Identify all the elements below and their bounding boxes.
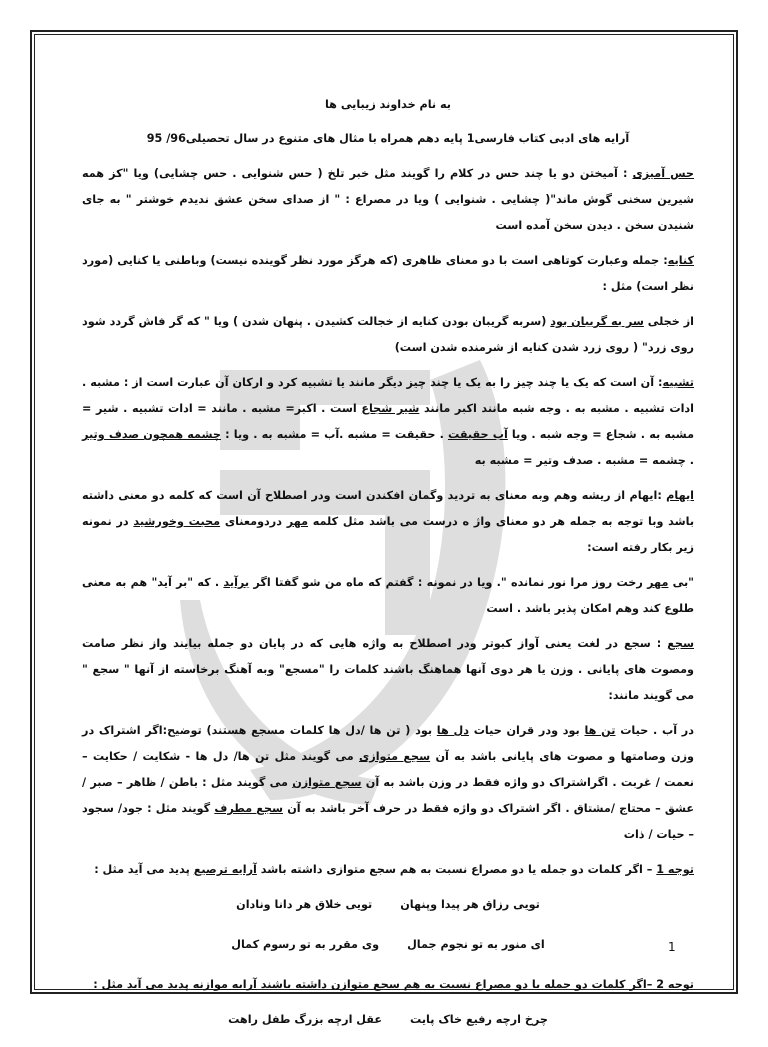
- term-synesthesia: حس آمیزی: [632, 167, 694, 180]
- verse-1: [82, 892, 694, 918]
- term-saj-motaraf: سجع مطرف: [214, 802, 284, 815]
- paragraph-ambiguity-example: [82, 570, 694, 622]
- term-barayad: برآید: [223, 576, 250, 589]
- text-simile-4: . چشمه = مشبه . صدف وتیر = مشبه به: [474, 454, 694, 467]
- paragraph-note-2: [82, 972, 694, 998]
- paragraph-metonymy-example: [82, 309, 694, 361]
- paragraph-ambiguity: [82, 483, 694, 561]
- text-saj-e: می گویند مثل : باطن / ظاهر – صبر / عشق – محتاج /مشتاق . اگر اشتراک دو واژه فقط در حرف آخر باشد به آن: [82, 776, 694, 815]
- paragraph-saj-types: [82, 718, 694, 848]
- term-saj: سجع: [667, 637, 694, 650]
- page-number: 1: [668, 940, 676, 954]
- text-note-2-c: پدید می آید مثل :: [93, 978, 193, 991]
- term-simile: تشبیه: [662, 376, 694, 389]
- text-example: (سربه گریبان بودن کنایه از خجالت کشیدن . پنهان شدن ) ویا " که گر فاش گردد شود روی زرد" ( روی زرد شدن کنایه از شرمنده شدن است): [82, 315, 694, 354]
- term-saj-motevazi: سجع متوازی: [359, 750, 431, 763]
- term-example: سر به گریبان بود: [550, 315, 644, 328]
- text-quote-start: "بی: [668, 576, 694, 589]
- verse-1-right: تویی رزاق هر پیدا وپنهان: [400, 898, 540, 911]
- term-movazene: آرایه موازنه: [192, 978, 257, 991]
- paragraph-note-1: [82, 857, 694, 883]
- text-note-2-b: داشته باشند: [256, 978, 331, 991]
- text-saj-d: می گویند مثل تن ها/ دل ها - شکایت / حکایت – نعمت / غربت . اگراشتراک دو واژه فقط در وزن باشد به آن: [82, 750, 695, 789]
- term-delha: دل ها: [436, 724, 469, 737]
- term-tarsi: آرایه ترصیع: [193, 863, 257, 876]
- paragraph-saj: [82, 631, 694, 709]
- paragraph-synesthesia: [82, 161, 694, 239]
- term-simile-3: آب حقیقت: [447, 428, 508, 441]
- document-heading: به نام خداوند زیبایی ها: [324, 98, 452, 111]
- text-simile-1: : آن است که یک یا چند چیز را به یک یا چند چیز دیگر مانند یا تشبیه کرد و ارکان آن عبارت است از : مشبه . ادات تشبیه . مشبه به . وجه شبه مانند اکبر مانند: [82, 376, 694, 415]
- text-saj: : سجع در لغت یعنی آواز کبوتر ودر اصطلاح به واژه هایی که در پایان دو جمله بیایند واز نظر صامت ومصوت های پایانی . وزن یا هر دوی آنها هماهنگ باشند کلمات را "مسجع" وبه آهنگ برخاسته از آنها " سجع " می گویند مانند:: [82, 637, 694, 702]
- text-metonymy: : جمله وعبارت کوتاهی است با دو معنای ظاهری (که هرگز مورد نظر گوینده نیست) وباطنی یا کنایی (مورد نظر است) مثل :: [82, 254, 694, 293]
- text-ambiguity-example-1: رخت روز مرا نور نمانده ". ویا در نمونه : گفتم که ماه من شو گفتا اگر: [249, 576, 648, 589]
- text-ambiguity-example-2: . که "بر آید" هم به معنی طلوع کند وهم امکان پذیر باشد . است: [82, 576, 694, 615]
- term-ambiguity-2: مهر: [286, 515, 309, 528]
- text-ambiguity-1: :ایهام از ریشه وهم وبه معنای به تردید وگمان افکندن است ودر اصطلاح آن است که کلمه دو معنی داشته باشد وبا توجه به جمله هر دو معنای واژ ه درست می باشد مثل کلمه: [82, 489, 695, 528]
- text-synesthesia: : آمیختن دو یا چند حس در کلام را گویند مثل خبر تلخ ( حس شنوایی . حس چشایی) ویا "کز همه شیرین سخنی گوش ماند"( چشایی . شنوایی ) ویا در مصراع : " از صدای سخن عشق ندیدم خوشتر " به جای شنیدن سخن . دیدن سخن آمده است: [82, 167, 694, 232]
- verse-3: [82, 1007, 694, 1033]
- paragraph-metonymy: [82, 248, 694, 300]
- term-ambiguity: ایهام: [666, 489, 694, 502]
- text-simile-3: . حقیقت = مشبه .آب = مشبه به . ویا :: [221, 428, 448, 441]
- term-ambiguity-3: محبت وخورشید: [133, 515, 221, 528]
- term-mehr: مهر: [647, 576, 669, 589]
- verse-2: [82, 932, 694, 958]
- verse-3-left: عقل ارچه بزرگ طفل راهت: [228, 1013, 382, 1026]
- text-ambiguity-2: دردومعنای: [220, 515, 287, 528]
- paragraph-simile: [82, 370, 694, 474]
- term-saj-motevazen-2: سجع متوازن: [330, 978, 400, 991]
- text-saj-b: بود ودر قران حیات: [468, 724, 585, 737]
- text-note-1-a: – اگر کلمات دو جمله یا دو مصراع نسبت به هم سجع متوازی داشته باشد: [256, 863, 657, 876]
- term-simile-4: چشمه همچون صدف وتیر: [82, 428, 221, 441]
- text-saj-c: بود ( تن ها /دل ها کلمات مسجع هستند) توضیح:اگر اشتراک در وزن وصامتها و مصوت های پایانی باشد به آن: [82, 724, 694, 763]
- document-body: [82, 92, 694, 1047]
- text-saj-a: در آب . حیات: [615, 724, 694, 737]
- document-subtitle: آرایه های ادبی کتاب فارسی1 پایه دهم همراه با مثال های متنوع در سال تحصیلی96/ 95: [146, 132, 630, 145]
- text-ambiguity-3: در نمونه زیر بکار رفته است:: [82, 515, 694, 554]
- text-note-1-b: پدید می آید مثل :: [94, 863, 194, 876]
- term-simile-2: شیر شجاع: [361, 402, 420, 415]
- term-note-1: توجه 1: [656, 863, 694, 876]
- verse-2-right: ای منور به تو نجوم جمال: [407, 938, 545, 951]
- text-prefix: از خجلی: [643, 315, 694, 328]
- verse-2-left: وی مقرر به تو رسوم کمال: [231, 938, 380, 951]
- text-saj-f: گویند مثل : جود/ سجود – حیات / ذات: [82, 802, 694, 841]
- text-simile-2: است . اکبر= مشبه . مانند = ادات تشبیه . شیر = مشبه به . شجاع = وجه شبه . ویا: [82, 402, 694, 441]
- term-tanha: تن ها: [584, 724, 616, 737]
- text-note-2-a: توجه 2 –اگر کلمات دو جمله یا دو مصراع نسبت به هم: [399, 978, 694, 991]
- verse-3-right: چرخ ارچه رفیع خاک پایت: [409, 1013, 548, 1026]
- verse-1-left: تویی خلاق هر دانا ونادان: [236, 898, 373, 911]
- term-metonymy: کنایه: [667, 254, 694, 267]
- term-saj-motevazen: سجع متوازن: [292, 776, 362, 789]
